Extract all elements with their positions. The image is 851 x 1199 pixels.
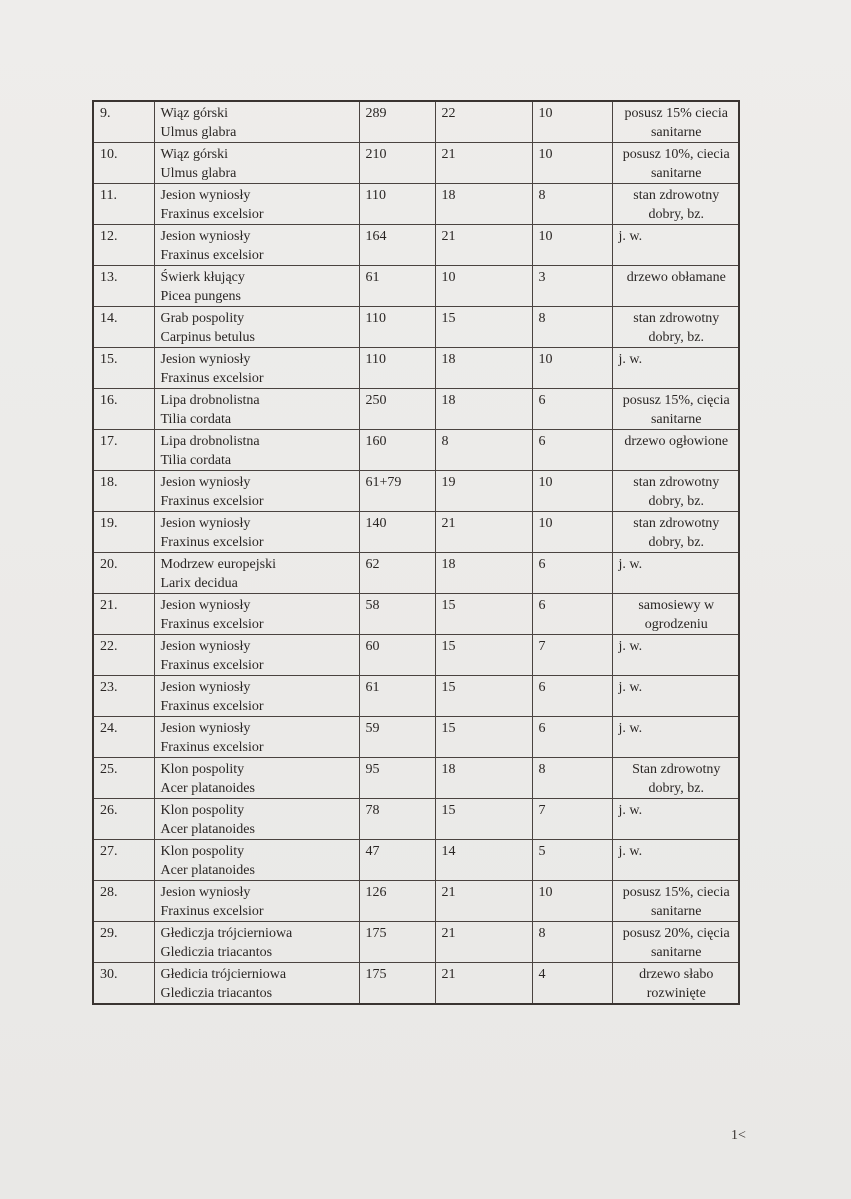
species-name-polish: Jesion wyniosły: [160, 639, 251, 654]
row-number-cell: 16.: [93, 389, 154, 430]
crown-width-cell: 6: [532, 553, 612, 594]
row-number-cell: 22.: [93, 635, 154, 676]
crown-width-cell: 6: [532, 676, 612, 717]
crown-width-cell: 6: [532, 389, 612, 430]
height-cell: 21: [435, 512, 532, 553]
species-name-polish: Jesion wyniosły: [160, 188, 251, 203]
remarks-cell: j. w.: [612, 799, 739, 840]
table-row: [93, 963, 739, 1005]
circumference-cell: 110: [359, 184, 435, 225]
species-name-latin: Fraxinus excelsior: [160, 494, 264, 509]
height-cell: 10: [435, 266, 532, 307]
species-name-latin: Ulmus glabra: [160, 166, 237, 181]
species-name-polish: Głediczja trójcierniowa: [160, 926, 293, 941]
crown-width-cell: 4: [532, 963, 612, 1005]
table-row: [93, 758, 739, 799]
table-row: [93, 881, 739, 922]
remarks-cell: j. w.: [612, 348, 739, 389]
species-name-latin: Tilia cordata: [160, 412, 232, 427]
remarks-cell: drzewo obłamane: [612, 266, 739, 307]
species-name-latin: Acer platanoides: [160, 781, 255, 796]
circumference-cell: 95: [359, 758, 435, 799]
row-number-cell: 14.: [93, 307, 154, 348]
crown-width-cell: 7: [532, 635, 612, 676]
species-name-polish: Jesion wyniosły: [160, 475, 251, 490]
species-name-polish: Jesion wyniosły: [160, 598, 251, 613]
table-row: [93, 348, 739, 389]
height-cell: 18: [435, 553, 532, 594]
circumference-cell: 61: [359, 676, 435, 717]
height-cell: 21: [435, 225, 532, 266]
row-number-cell: 28.: [93, 881, 154, 922]
remarks-cell: drzewo słabo rozwinięte: [612, 963, 739, 1005]
table-row: [93, 717, 739, 758]
height-cell: 18: [435, 348, 532, 389]
table-row: [93, 840, 739, 881]
remarks-cell: posusz 15%, cięcia sanitarne: [612, 389, 739, 430]
species-name-latin: Fraxinus excelsior: [160, 535, 264, 550]
remarks-cell: posusz 15%, ciecia sanitarne: [612, 881, 739, 922]
species-name-polish: Jesion wyniosły: [160, 721, 251, 736]
remarks-cell: j. w.: [612, 717, 739, 758]
remarks-cell: stan zdrowotny dobry, bz.: [612, 184, 739, 225]
species-name-latin: Acer platanoides: [160, 822, 255, 837]
remarks-cell: j. w.: [612, 553, 739, 594]
remarks-cell: stan zdrowotny dobry, bz.: [612, 512, 739, 553]
species-cell: [154, 307, 359, 348]
row-number-cell: 20.: [93, 553, 154, 594]
species-name-polish: Klon pospolity: [160, 762, 245, 777]
species-name-latin: Ulmus glabra: [160, 125, 237, 140]
species-name-polish: Klon pospolity: [160, 803, 245, 818]
crown-width-cell: 10: [532, 225, 612, 266]
table-row: [93, 512, 739, 553]
circumference-cell: 110: [359, 307, 435, 348]
species-name-latin: Gledicziа triacantos: [160, 945, 273, 960]
species-name-polish: Jesion wyniosły: [160, 352, 251, 367]
species-name-polish: Lipa drobnolistna: [160, 393, 260, 408]
species-cell: [154, 430, 359, 471]
remarks-cell: posusz 20%, cięcia sanitarne: [612, 922, 739, 963]
row-number-cell: 12.: [93, 225, 154, 266]
height-cell: 15: [435, 635, 532, 676]
crown-width-cell: 8: [532, 184, 612, 225]
height-cell: 19: [435, 471, 532, 512]
row-number-cell: 15.: [93, 348, 154, 389]
table-row: [93, 101, 739, 143]
remarks-cell: samosiewy w ogrodzeniu: [612, 594, 739, 635]
circumference-cell: 175: [359, 963, 435, 1005]
height-cell: 15: [435, 676, 532, 717]
height-cell: 15: [435, 717, 532, 758]
circumference-cell: 126: [359, 881, 435, 922]
species-cell: [154, 963, 359, 1005]
row-number-cell: 27.: [93, 840, 154, 881]
circumference-cell: 47: [359, 840, 435, 881]
height-cell: 21: [435, 881, 532, 922]
species-name-polish: Wiąz górski: [160, 147, 228, 162]
row-number-cell: 18.: [93, 471, 154, 512]
table-row: [93, 143, 739, 184]
crown-width-cell: 8: [532, 758, 612, 799]
species-name-polish: Klon pospolity: [160, 844, 245, 859]
height-cell: 18: [435, 389, 532, 430]
table-row: [93, 184, 739, 225]
species-name-latin: Tilia cordata: [160, 453, 232, 468]
height-cell: 21: [435, 143, 532, 184]
height-cell: 8: [435, 430, 532, 471]
height-cell: 21: [435, 963, 532, 1005]
row-number-cell: 21.: [93, 594, 154, 635]
table-body: [93, 101, 739, 1004]
height-cell: 15: [435, 594, 532, 635]
species-cell: [154, 348, 359, 389]
species-cell: [154, 881, 359, 922]
species-name-polish: Jesion wyniosły: [160, 680, 251, 695]
crown-width-cell: 8: [532, 307, 612, 348]
species-name-latin: Larix decidua: [160, 576, 238, 591]
row-number-cell: 25.: [93, 758, 154, 799]
table-row: [93, 594, 739, 635]
remarks-cell: j. w.: [612, 635, 739, 676]
tree-inventory-table: [92, 100, 740, 1005]
species-name-polish: Głedicia trójcierniowa: [160, 967, 287, 982]
remarks-cell: Stan zdrowotny dobry, bz.: [612, 758, 739, 799]
species-name-latin: Fraxinus excelsior: [160, 740, 264, 755]
height-cell: 14: [435, 840, 532, 881]
circumference-cell: 210: [359, 143, 435, 184]
remarks-cell: posusz 10%, ciecia sanitarne: [612, 143, 739, 184]
remarks-cell: stan zdrowotny dobry, bz.: [612, 307, 739, 348]
remarks-cell: drzewo ogłowione: [612, 430, 739, 471]
row-number-cell: 30.: [93, 963, 154, 1005]
circumference-cell: 59: [359, 717, 435, 758]
circumference-cell: 61+79: [359, 471, 435, 512]
species-cell: [154, 799, 359, 840]
circumference-cell: 160: [359, 430, 435, 471]
row-number-cell: 29.: [93, 922, 154, 963]
table-row: [93, 389, 739, 430]
height-cell: 18: [435, 758, 532, 799]
crown-width-cell: 7: [532, 799, 612, 840]
crown-width-cell: 10: [532, 881, 612, 922]
table-row: [93, 307, 739, 348]
species-name-latin: Fraxinus excelsior: [160, 617, 264, 632]
table-row: [93, 225, 739, 266]
row-number-cell: 23.: [93, 676, 154, 717]
table-row: [93, 922, 739, 963]
species-name-latin: Acer platanoides: [160, 863, 255, 878]
species-name-polish: Lipa drobnolistna: [160, 434, 260, 449]
species-cell: [154, 717, 359, 758]
circumference-cell: 60: [359, 635, 435, 676]
circumference-cell: 289: [359, 101, 435, 143]
species-cell: [154, 101, 359, 143]
species-name-latin: Gledicziа triacantos: [160, 986, 273, 1001]
species-cell: [154, 676, 359, 717]
crown-width-cell: 6: [532, 594, 612, 635]
circumference-cell: 58: [359, 594, 435, 635]
species-name-polish: Świerk kłujący: [160, 270, 245, 285]
row-number-cell: 17.: [93, 430, 154, 471]
table-row: [93, 266, 739, 307]
crown-width-cell: 6: [532, 717, 612, 758]
crown-width-cell: 3: [532, 266, 612, 307]
species-name-polish: Wiąz górski: [160, 106, 228, 121]
species-cell: [154, 922, 359, 963]
species-name-polish: Jesion wyniosły: [160, 229, 251, 244]
species-cell: [154, 635, 359, 676]
crown-width-cell: 6: [532, 430, 612, 471]
table-row: [93, 471, 739, 512]
species-cell: [154, 840, 359, 881]
species-cell: [154, 471, 359, 512]
table-row: [93, 635, 739, 676]
circumference-cell: 175: [359, 922, 435, 963]
species-cell: [154, 184, 359, 225]
table-row: [93, 553, 739, 594]
row-number-cell: 11.: [93, 184, 154, 225]
species-name-latin: Fraxinus excelsior: [160, 371, 264, 386]
species-name-latin: Fraxinus excelsior: [160, 699, 264, 714]
row-number-cell: 10.: [93, 143, 154, 184]
species-cell: [154, 512, 359, 553]
species-name-latin: Fraxinus excelsior: [160, 248, 264, 263]
remarks-cell: j. w.: [612, 840, 739, 881]
height-cell: 18: [435, 184, 532, 225]
remarks-cell: j. w.: [612, 676, 739, 717]
remarks-cell: posusz 15% ciecia sanitarne: [612, 101, 739, 143]
species-name-polish: Grab pospolity: [160, 311, 245, 326]
circumference-cell: 250: [359, 389, 435, 430]
row-number-cell: 24.: [93, 717, 154, 758]
circumference-cell: 164: [359, 225, 435, 266]
row-number-cell: 26.: [93, 799, 154, 840]
remarks-cell: j. w.: [612, 225, 739, 266]
species-name-latin: Carpinus betulus: [160, 330, 255, 345]
species-cell: [154, 143, 359, 184]
crown-width-cell: 8: [532, 922, 612, 963]
remarks-cell: stan zdrowotny dobry, bz.: [612, 471, 739, 512]
species-name-latin: Fraxinus excelsior: [160, 207, 264, 222]
species-cell: [154, 389, 359, 430]
height-cell: 15: [435, 307, 532, 348]
table-row: [93, 430, 739, 471]
species-name-latin: Fraxinus excelsior: [160, 904, 264, 919]
circumference-cell: 62: [359, 553, 435, 594]
circumference-cell: 61: [359, 266, 435, 307]
circumference-cell: 110: [359, 348, 435, 389]
crown-width-cell: 10: [532, 512, 612, 553]
species-name-latin: Fraxinus excelsior: [160, 658, 264, 673]
table-row: [93, 799, 739, 840]
row-number-cell: 19.: [93, 512, 154, 553]
table-row: [93, 676, 739, 717]
circumference-cell: 78: [359, 799, 435, 840]
crown-width-cell: 5: [532, 840, 612, 881]
height-cell: 22: [435, 101, 532, 143]
page-number-mark: 1<: [731, 1128, 746, 1143]
row-number-cell: 9.: [93, 101, 154, 143]
species-cell: [154, 266, 359, 307]
species-name-polish: Jesion wyniosły: [160, 516, 251, 531]
species-cell: [154, 758, 359, 799]
crown-width-cell: 10: [532, 143, 612, 184]
crown-width-cell: 10: [532, 471, 612, 512]
circumference-cell: 140: [359, 512, 435, 553]
species-cell: [154, 225, 359, 266]
species-cell: [154, 594, 359, 635]
species-cell: [154, 553, 359, 594]
crown-width-cell: 10: [532, 348, 612, 389]
height-cell: 21: [435, 922, 532, 963]
height-cell: 15: [435, 799, 532, 840]
species-name-polish: Jesion wyniosły: [160, 885, 251, 900]
crown-width-cell: 10: [532, 101, 612, 143]
species-name-latin: Picea pungens: [160, 289, 241, 304]
species-name-polish: Modrzew europejski: [160, 557, 276, 572]
row-number-cell: 13.: [93, 266, 154, 307]
